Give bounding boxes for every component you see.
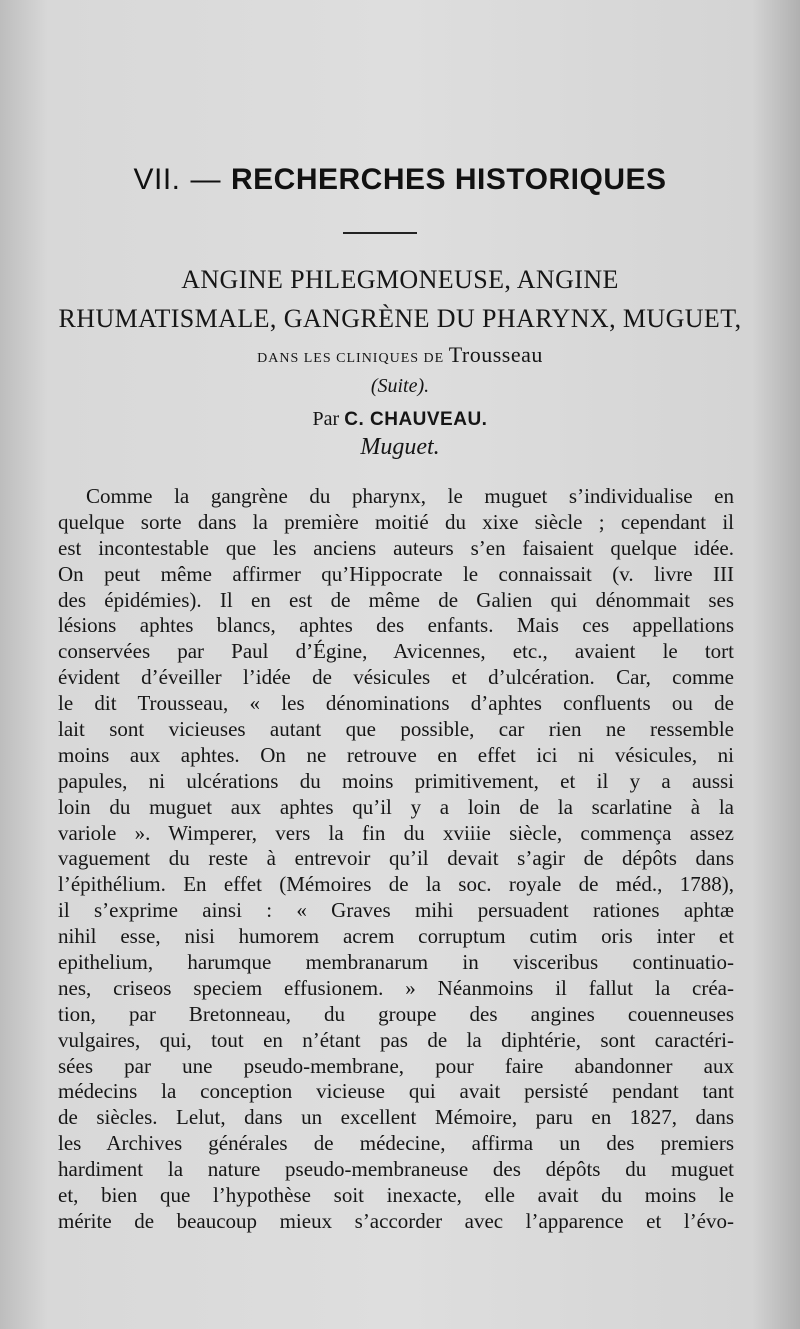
section-number: VII. — [133, 163, 181, 196]
text-line: les Archives générales de médecine, affirma un des premiers — [58, 1131, 734, 1156]
text-line: l’épithélium. En effet (Mémoires de la soc. royale de méd., 1788), — [58, 872, 734, 897]
text-line: de siècles. Lelut, dans un excellent Mémoire, paru en 1827, dans — [58, 1105, 734, 1130]
text-line: hardiment la nature pseudo-membraneuse des dépôts du muguet — [58, 1157, 734, 1182]
author-line — [0, 408, 800, 431]
author-name: C. CHAUVEAU. — [344, 409, 488, 430]
suite-label: (Suite). — [370, 375, 430, 397]
section-dash: — — [190, 163, 221, 196]
article-title-line-2: RHUMATISMALE, GANGRÈNE DU PHARYNX, MUGUET, — [58, 304, 742, 333]
text-line: mérite de beaucoup mieux s’accorder avec l’apparence et l’évo- — [58, 1208, 734, 1233]
text-line: le dit Trousseau, « les dénominations d’aphtes confluents ou de — [58, 691, 734, 716]
text-line: loin du muguet aux aphtes qu’il y a loin de la scarlatine à la — [58, 794, 734, 819]
text-line: des épidémies). Il en est de même de Galien qui dénommait ses — [58, 587, 734, 612]
text-line: quelque sorte dans la première moitié du xixe siècle ; cependant il — [58, 509, 734, 534]
text-line: tion, par Bretonneau, du groupe des angines couenneuses — [58, 1001, 734, 1026]
clinic-prefix: DANS LES CLINIQUES DE — [257, 351, 445, 366]
text-line: lésions aphtes blancs, aphtes des enfants. Mais ces appellations — [58, 613, 734, 638]
text-line: évident d’éveiller l’idée de vésicules et d’ulcération. Car, comme — [58, 665, 734, 690]
text-line: lait sont vicieuses autant que possible, car rien ne ressemble — [58, 717, 734, 742]
text-line: nes, criseos speciem effusionem. » Néanmoins il fallut la créa- — [58, 975, 734, 1000]
text-line: vulgaires, qui, tout en n’étant pas de la diphtérie, sont caractéri- — [58, 1027, 734, 1052]
text-line: variole ». Wimperer, vers la fin du xviiie siècle, commença assez — [58, 820, 734, 845]
article-subtitle: Muguet. — [360, 434, 440, 460]
text-line: epithelium, harumque membranarum in visceribus continuatio- — [58, 950, 734, 975]
text-line: sées par une pseudo-membrane, pour faire abandonner aux — [58, 1053, 734, 1078]
text-line: papules, ni ulcérations du moins primitivement, et il y a aussi — [58, 768, 734, 793]
section-name: RECHERCHES HISTORIQUES — [231, 163, 667, 196]
text-line: Comme la gangrène du pharynx, le muguet s’individualise en — [86, 484, 734, 508]
text-line: et, bien que l’hypothèse soit inexacte, elle avait du moins le — [58, 1183, 734, 1208]
text-line: médecins la conception vicieuse qui avait persisté pendant tant — [58, 1079, 734, 1104]
body-text — [58, 484, 734, 1235]
text-line: est incontestable que les anciens auteurs s’en faisaient quelque idée. — [58, 535, 734, 560]
text-line: nihil esse, nisi humorem acrem corruptum cutim oris inter et — [58, 924, 734, 949]
text-line: conservées par Paul d’Égine, Avicennes, etc., avaient le tort — [58, 639, 734, 664]
clinic-name: Trousseau — [448, 342, 543, 367]
clinic-line — [0, 342, 800, 368]
text-line: On peut même affirmer qu’Hippocrate le connaissait (v. livre III — [58, 561, 734, 586]
heading-rule — [343, 232, 417, 234]
text-line: il s’exprime ainsi : « Graves mihi persuadent rationes aphtæ — [58, 898, 734, 923]
section-heading — [0, 163, 800, 197]
text-line: vaguement du reste à entrevoir qu’il devait s’agir de dépôts dans — [58, 846, 734, 871]
author-prefix: Par — [312, 408, 340, 430]
article-title-line-1: ANGINE PHLEGMONEUSE, ANGINE — [181, 265, 619, 294]
text-line: moins aux aphtes. On ne retrouve en effet ici ni vésicules, ni — [58, 742, 734, 767]
